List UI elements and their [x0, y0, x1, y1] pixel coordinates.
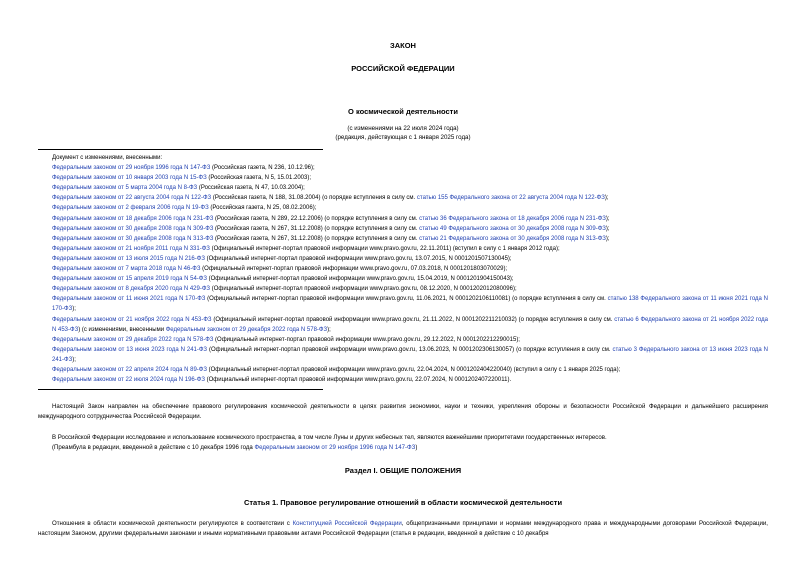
amendment-item — [38, 183, 768, 193]
amendment-nested-law-link[interactable]: Федеральным законом от 29 декабря 2022 года N 578-ФЗ — [165, 326, 328, 333]
amendment-article-link[interactable]: статью 3 Федерального закона от 13 июня 2023 года N 241-ФЗ — [52, 346, 769, 363]
amendment-item — [38, 163, 768, 173]
amendment-item — [38, 224, 768, 234]
amendment-article-link[interactable]: статью 36 Федерального закона от 18 декабря 2006 года N 231-ФЗ — [419, 215, 606, 222]
amendment-details: (Официальный интернет-портал правовой информации www.pravo.gov.ru, 29.12.2022, N 0001202212290015); — [213, 336, 520, 343]
amendment-item — [38, 315, 768, 335]
amendment-item — [38, 294, 768, 314]
amendment-date-note: (с изменениями на 22 июля 2024 года) — [347, 125, 459, 132]
amendment-law-link[interactable]: Федеральным законом от 29 декабря 2022 года N 578-ФЗ — [52, 336, 214, 343]
amendment-law-link[interactable]: Федеральным законом от 13 июня 2023 года N 241-ФЗ — [52, 346, 208, 353]
amendments-intro: Документ с изменениями, внесенными: — [52, 155, 163, 161]
amendment-details: (Официальный интернет-портал правовой информации www.pravo.gov.ru, 13.07.2015, N 0001201507130045); — [204, 255, 512, 262]
note-text: (Преамбула в редакции, введенной в действие с 10 декабря 1996 года — [52, 443, 255, 451]
edition-note: (редакция, действующая с 1 января 2025 года) — [335, 134, 471, 141]
doc-country-title: РОССИЙСКОЙ ФЕДЕРАЦИИ — [351, 64, 455, 73]
amendment-item — [38, 264, 768, 274]
amendment-item — [38, 234, 768, 244]
amendment-details: (Официальный интернет-портал правовой информации www.pravo.gov.ru, 13.06.2023, N 0001202306130057) (о порядке вступления в силу см. — [207, 346, 613, 353]
amendment-law-link[interactable]: Федеральным законом от 22 августа 2004 года N 122-ФЗ — [52, 195, 212, 202]
amendment-item — [38, 284, 768, 294]
amendment-law-link[interactable]: Федеральным законом от 8 декабря 2020 года N 429-ФЗ — [52, 286, 211, 293]
article-title: Статья 1. Правовое регулирование отношений в области космической деятельности — [243, 497, 563, 507]
amendment-details-tail: ); — [605, 235, 610, 242]
amendment-law-link[interactable]: Федеральным законом от 11 июня 2021 года N 170-ФЗ — [52, 296, 206, 303]
amendment-details: (Официальный интернет-портал правовой информации www.pravo.gov.ru, 22.07.2024, N 0001202407220011). — [204, 377, 512, 384]
article-text-rest: , общепризнанными принципами и нормами международного права и международными договорами Российской Федерации, настоящим Законом, другими федеральными законами и иными нормативными правовыми актами Российской Федерации (статья в редакции, введенной в действие с 10 декабря — [38, 519, 768, 538]
preamble-paragraph-2: В Российской Федерации исследование и использование космического пространства, в том числе Луны и других небесных тел, являются важнейшими приоритетами государственных интересов. — [52, 433, 607, 441]
amendment-law-link[interactable]: Федеральным законом от 29 ноября 1996 года N 147-ФЗ — [52, 165, 211, 172]
amendment-details: (Российская газета, N 267, 31.12.2008) (о порядке вступления в силу см. — [213, 225, 420, 232]
amendment-details: (Официальный интернет-портал правовой информации www.pravo.gov.ru, 15.04.2019, N 0001201904150043); — [206, 276, 514, 283]
document — [38, 0, 768, 539]
amendment-details-tail: ); — [605, 225, 610, 232]
amendments-list — [38, 150, 768, 385]
amendment-details: (Официальный интернет-портал правовой информации www.pravo.gov.ru, 11.06.2021, N 0001202106110081) (о порядке вступления в силу см. — [205, 296, 608, 303]
amendment-details: (Официальный интернет-портал правовой информации www.pravo.gov.ru, 22.04.2024, N 0001202404220040) (вступил в силу с 1 января 2025 года); — [206, 366, 621, 373]
amendment-details-tail: ); — [72, 356, 76, 363]
amendment-article-link[interactable]: статью 21 Федерального закона от 30 декабря 2008 года N 313-ФЗ — [419, 235, 606, 242]
amendment-item — [38, 244, 768, 254]
section-title: Раздел I. ОБЩИЕ ПОЛОЖЕНИЯ — [344, 465, 462, 475]
amendment-details-tail: ) (с изменениями, внесенными — [78, 326, 166, 333]
amendment-details: (Официальный интернет-портал правовой информации www.pravo.gov.ru, 07.03.2018, N 0001201803070029); — [200, 266, 508, 273]
amendment-article-link[interactable]: статью 138 Федерального закона от 11 июня 2021 года N 170-ФЗ — [52, 296, 769, 313]
amendment-details-tail: ); — [604, 195, 609, 202]
amendment-law-link[interactable]: Федеральным законом от 22 апреля 2024 года N 89-ФЗ — [52, 366, 207, 373]
amendment-details: (Российская газета, N 289, 22.12.2006) (о порядке вступления в силу см. — [213, 215, 420, 222]
divider-bottom — [38, 389, 323, 390]
amendment-law-link[interactable]: Федеральным законом от 13 июля 2015 года N 216-ФЗ — [52, 255, 205, 262]
doc-type-title: ЗАКОН — [390, 41, 416, 50]
amendment-details: (Официальный интернет-портал правовой информации www.pravo.gov.ru, 21.11.2022, N 0001202211210032) (о порядке вступления в силу см. — [211, 316, 615, 323]
amendment-article-link[interactable]: статью 49 Федерального закона от 30 декабря 2008 года N 309-ФЗ — [419, 225, 606, 232]
amendment-item — [38, 375, 768, 385]
amendment-law-link[interactable]: Федеральным законом от 10 января 2003 года N 15-ФЗ — [52, 175, 207, 182]
amendment-details: (Российская газета, N 236, 10.12.96); — [210, 165, 315, 172]
amendment-item — [38, 214, 768, 224]
amendment-law-link[interactable]: Федеральным законом от 2 февраля 2006 года N 19-ФЗ — [52, 205, 209, 212]
amendment-details: (Российская газета, N 25, 08.02.2006); — [208, 205, 317, 212]
amendment-article-link[interactable]: статью 155 Федерального закона от 22 августа 2004 года N 122-ФЗ — [416, 195, 605, 202]
amendment-law-link[interactable]: Федеральным законом от 30 декабря 2008 года N 313-ФЗ — [52, 235, 214, 242]
amendment-details: (Российская газета, N 5, 15.01.2003); — [206, 175, 312, 182]
amendment-article-link[interactable]: статью 6 Федерального закона от 21 ноября 2022 года N 453-ФЗ — [52, 316, 769, 333]
amendment-item — [38, 173, 768, 183]
amendment-item — [38, 345, 768, 365]
amendment-details: (Официальный интернет-портал правовой информации www.pravo.gov.ru, 22.11.2011) (вступил в силу с 1 января 2012 года); — [209, 245, 560, 252]
amendment-law-link[interactable]: Федеральным законом от 5 марта 2004 года N 8-ФЗ — [52, 185, 198, 192]
amendment-law-link[interactable]: Федеральным законом от 15 апреля 2019 года N 54-ФЗ — [52, 276, 207, 283]
constitution-link[interactable]: Конституцией Российской Федерации — [292, 519, 402, 527]
amendment-details-tail: ); — [605, 215, 610, 222]
amendment-details: (Российская газета, N 267, 31.12.2008) (о порядке вступления в силу см. — [213, 235, 420, 242]
doc-subject-title: О космической деятельности — [348, 107, 458, 116]
article-1-paragraph — [38, 519, 768, 539]
amendment-item — [38, 274, 768, 284]
amendment-item — [38, 335, 768, 345]
amendment-item — [38, 254, 768, 264]
amendment-details: (Российская газета, N 47, 10.03.2004); — [197, 185, 305, 192]
note-end: ) — [415, 443, 418, 451]
amendment-details-end: ); — [327, 326, 331, 333]
amendment-details: (Российская газета, N 188, 31.08.2004) (о порядке вступления в силу см. — [211, 195, 417, 202]
preamble-edition-note — [38, 443, 768, 453]
amendment-law-link[interactable]: Федеральным законом от 18 декабря 2006 года N 231-ФЗ — [52, 215, 214, 222]
amendment-law-link[interactable]: Федеральным законом от 21 ноября 2022 года N 453-ФЗ — [52, 316, 212, 323]
amendment-law-link[interactable]: Федеральным законом от 30 декабря 2008 года N 309-ФЗ — [52, 225, 214, 232]
amendment-item — [38, 193, 768, 203]
amendment-law-link[interactable]: Федеральным законом от 7 марта 2018 года N 46-ФЗ — [52, 266, 201, 273]
amendment-law-link[interactable]: Федеральным законом от 22 июля 2024 года N 196-ФЗ — [52, 377, 205, 384]
preamble-paragraph-1: Настоящий Закон направлен на обеспечение правового регулирования космической деятельности в целях развития экономики, науки и техники, укрепления обороны и безопасности Российской Федерации и дальнейшего расширения международного сотрудничества Российской Федерации. — [38, 403, 768, 421]
note-law-link[interactable]: Федеральным законом от 29 ноября 1996 года N 147-ФЗ — [254, 443, 416, 451]
amendment-item — [38, 365, 768, 375]
amendment-item — [38, 203, 768, 213]
amendment-law-link[interactable]: Федеральным законом от 21 ноября 2011 года N 331-ФЗ — [52, 245, 210, 252]
amendment-details: (Официальный интернет-портал правовой информации www.pravo.gov.ru, 08.12.2020, N 0001202012080096); — [210, 286, 517, 293]
amendment-details-tail: ); — [72, 306, 76, 313]
article-text-start: Отношения в области космической деятельности регулируются в соответствии с — [52, 519, 293, 527]
